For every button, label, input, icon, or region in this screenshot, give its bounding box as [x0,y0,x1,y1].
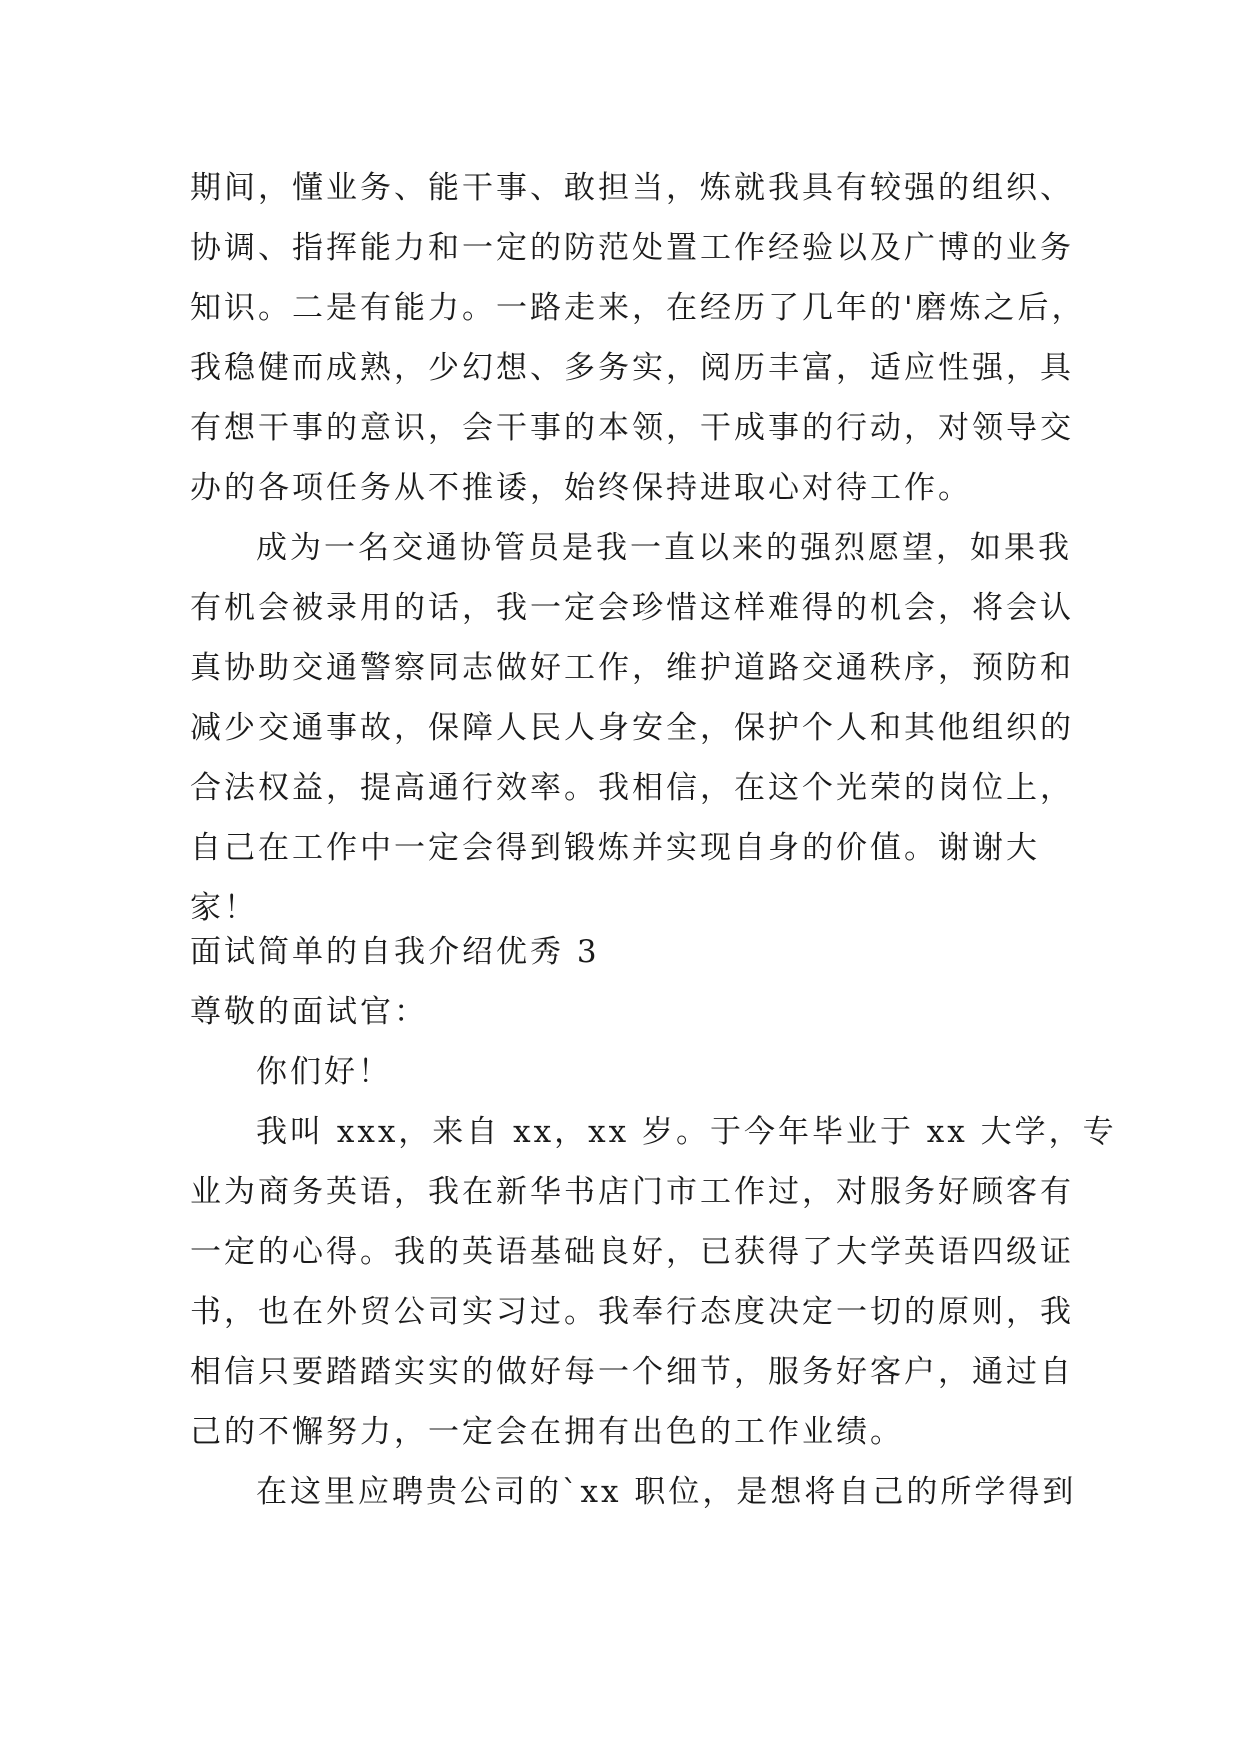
text-line: 一定的心得。我的英语基础良好，已获得了大学英语四级证 [190,1234,1074,1270]
salutation: 尊敬的面试官： [190,994,428,1030]
text-line: 业为商务英语，我在新华书店门市工作过，对服务好顾客有 [190,1174,1074,1210]
text-line: 自己在工作中一定会得到锻炼并实现自身的价值。谢谢大 [190,830,1040,866]
greeting: 你们好！ [256,1054,392,1090]
text-line: 在这里应聘贵公司的`xx 职位，是想将自己的所学得到 [256,1474,1077,1510]
text-line: 家！ [190,890,258,926]
text-line: 期间，懂业务、能干事、敢担当，炼就我具有较强的组织、 [190,170,1074,206]
body-text-section-2 [190,922,1117,1522]
text-line: 有想干事的意识，会干事的本领，干成事的行动，对领导交 [190,410,1074,446]
text-line: 我稳健而成熟，少幻想、多务实，阅历丰富，适应性强，具 [190,350,1074,386]
text-line: 己的不懈努力，一定会在拥有出色的工作业绩。 [190,1414,904,1450]
text-line: 知识。二是有能力。一路走来，在经历了几年的'磨炼之后， [190,290,1086,326]
text-line: 合法权益，提高通行效率。我相信，在这个光荣的岗位上， [190,770,1074,806]
text-line: 减少交通事故，保障人民人身安全，保护个人和其他组织的 [190,710,1074,746]
text-line: 我叫 xxx，来自 xx，xx 岁。于今年毕业于 xx 大学，专 [256,1114,1117,1150]
body-text-section-1 [190,158,1086,938]
text-line: 书，也在外贸公司实习过。我奉行态度决定一切的原则，我 [190,1294,1074,1330]
text-line: 相信只要踏踏实实的做好每一个细节，服务好客户，通过自 [190,1354,1074,1390]
text-line: 有机会被录用的话，我一定会珍惜这样难得的机会，将会认 [190,590,1074,626]
text-line: 协调、指挥能力和一定的防范处置工作经验以及广博的业务 [190,230,1074,266]
text-line: 办的各项任务从不推诿，始终保持进取心对待工作。 [190,470,972,506]
text-line: 真协助交通警察同志做好工作，维护道路交通秩序，预防和 [190,650,1074,686]
text-line: 成为一名交通协管员是我一直以来的强烈愿望，如果我 [256,530,1072,566]
section-title: 面试简单的自我介绍优秀 3 [190,934,600,970]
